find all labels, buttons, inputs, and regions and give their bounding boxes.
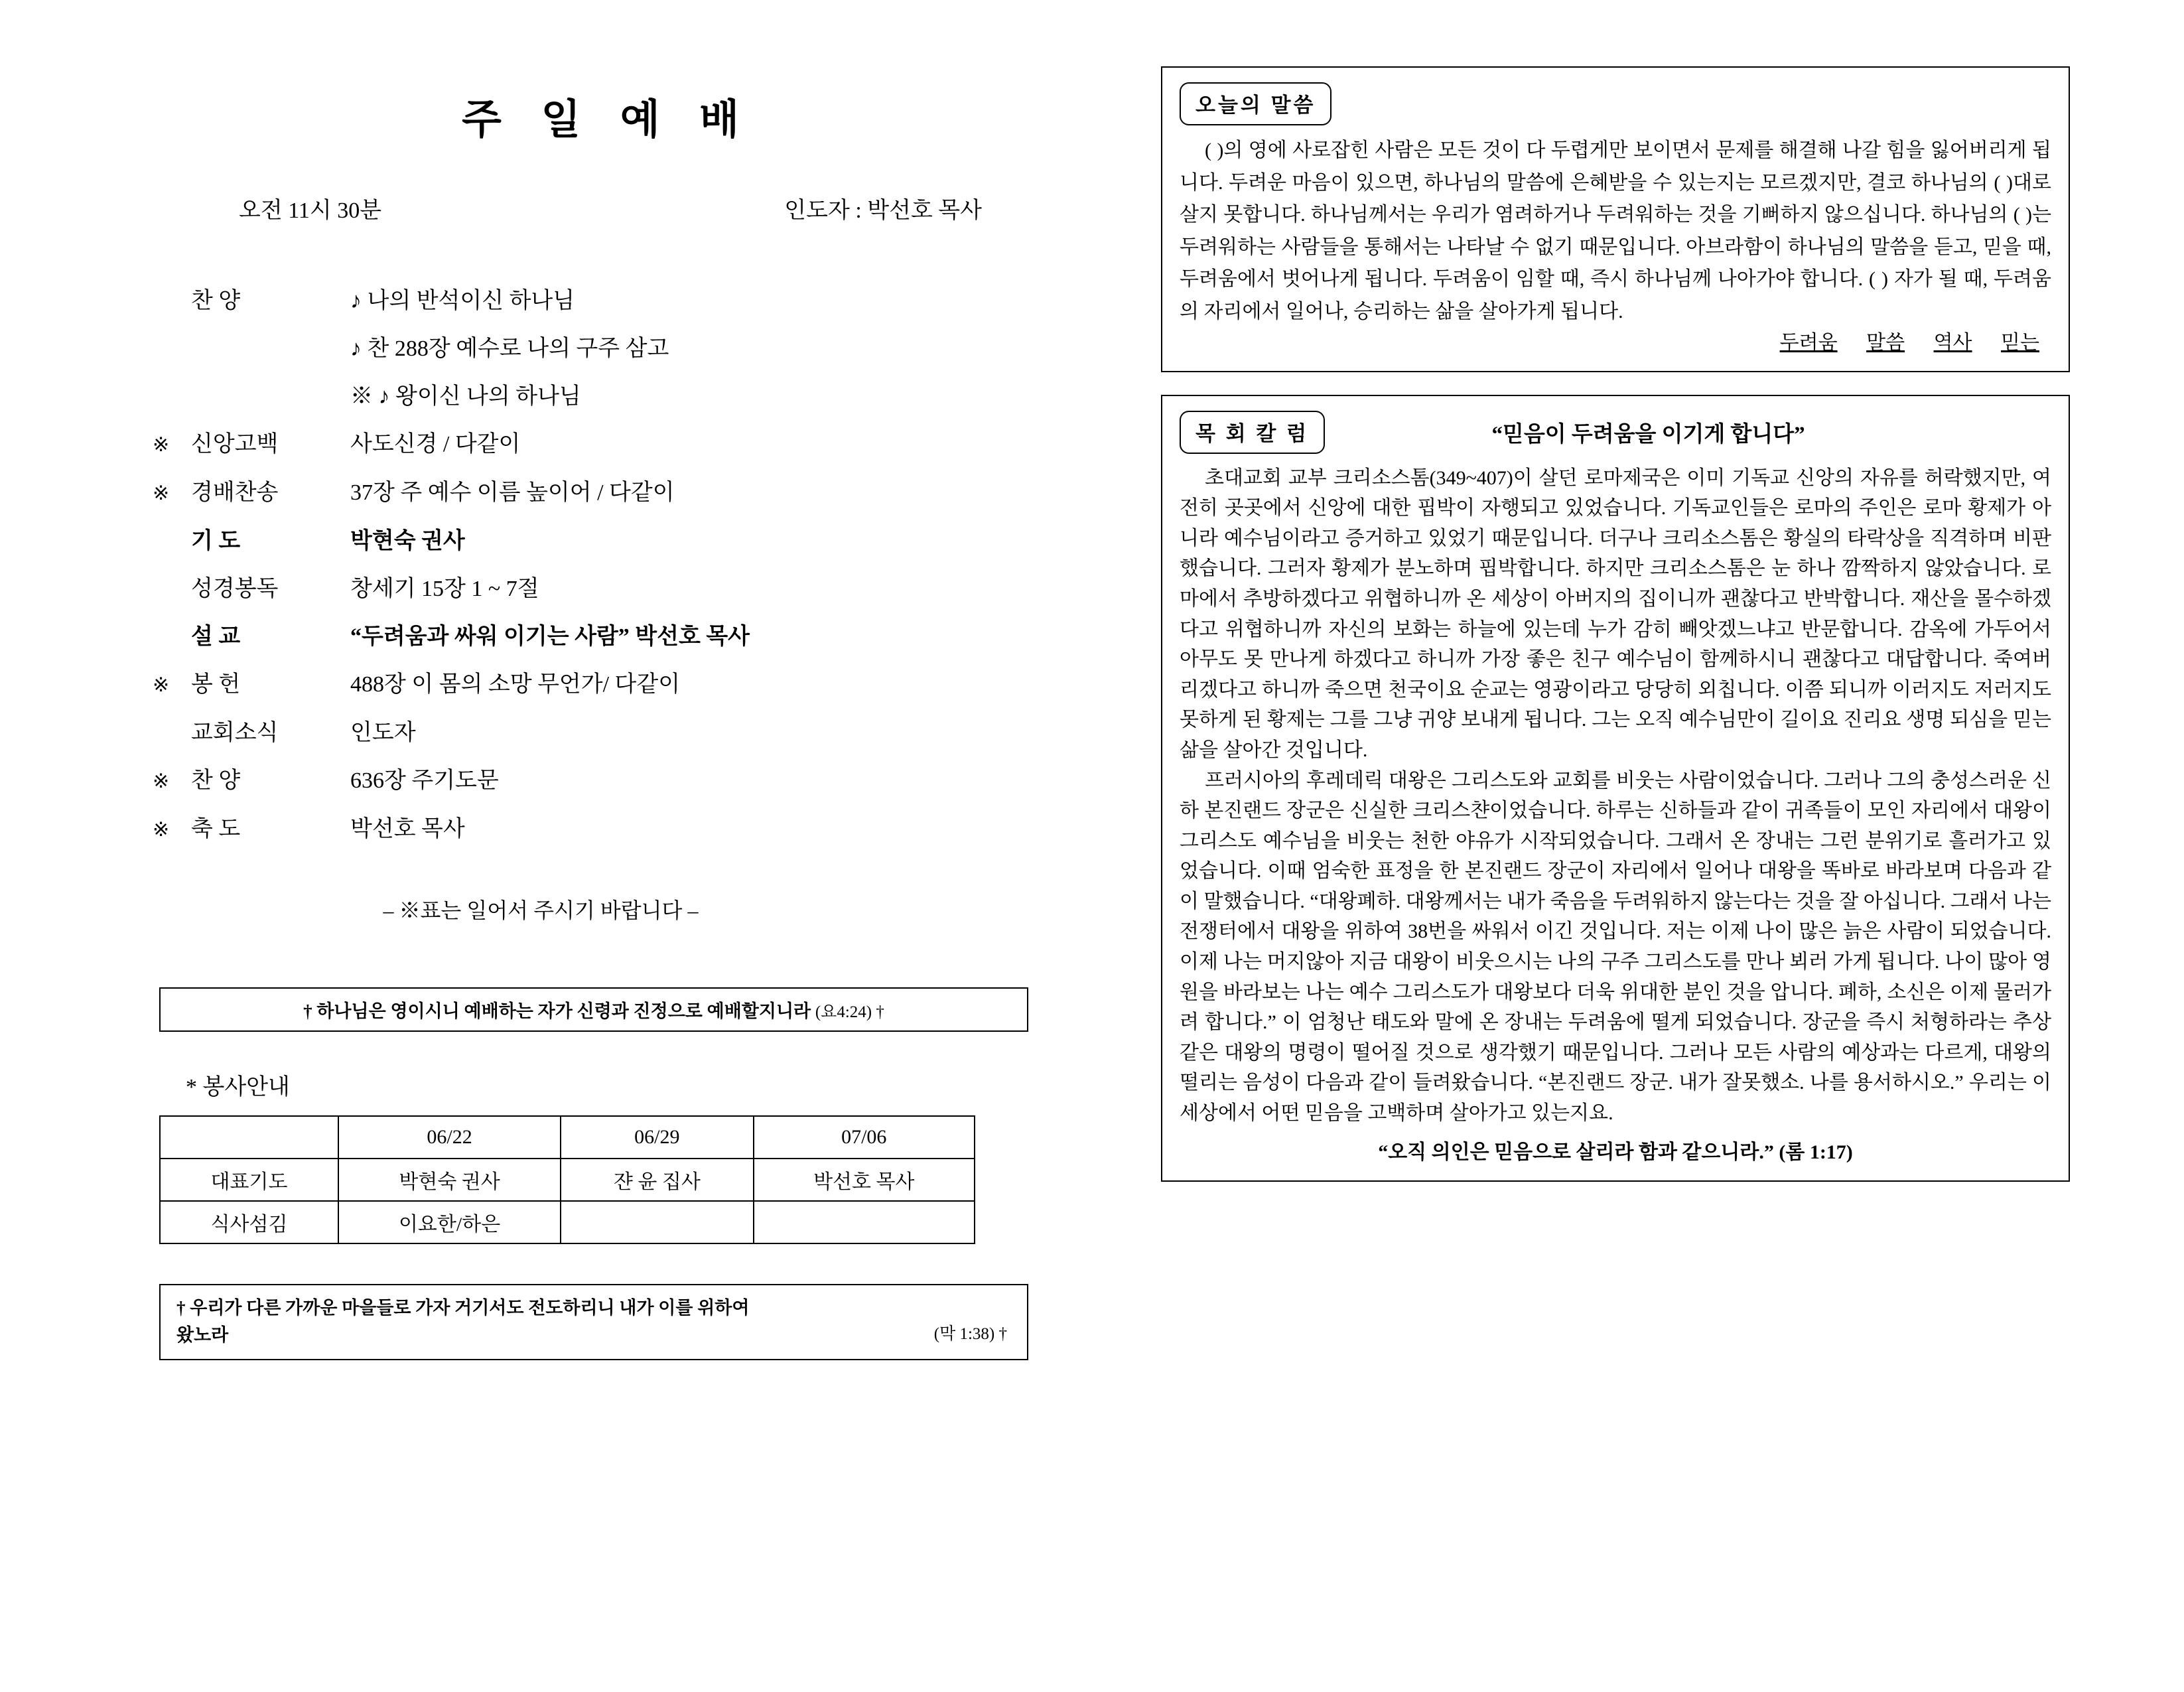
order-item [153,421,1048,469]
order-item [153,613,1048,661]
order-mark: ※ [153,770,170,792]
order-label: 교회소식 [191,721,279,745]
todays-word-heading: 오늘의 말씀 [1180,82,1331,125]
keyword: 말씀 [1866,331,1905,354]
order-label: 축 도 [191,817,241,841]
order-mark: ※ [153,819,170,841]
order-item [153,806,1048,854]
service-leader: 인도자 : 박선호 목사 [784,198,982,223]
order-value: “두려움과 싸워 이기는 사람” 박선호 목사 [350,624,750,649]
table-cell: 쟌 윤 집사 [561,1159,753,1201]
todays-word-panel [1161,66,2070,372]
order-label: 봉 헌 [191,672,241,697]
articles-column [1095,27,2070,1665]
table-cell: 박현숙 권사 [338,1159,561,1201]
order-mark: ※ [153,482,170,504]
order-value: 636장 주기도문 [350,768,499,793]
table-row-header: 대표기도 [160,1159,338,1201]
table-row-header: 식사섬김 [160,1201,338,1243]
table-corner-cell [160,1116,338,1159]
order-mark: ※ [153,674,170,696]
page-title: 주 일 예 배 [461,98,754,143]
pastoral-column-heading: 목 회 칼 럼 [1180,411,1325,454]
keyword: 믿는 [2001,331,2039,354]
table-column-header: 07/06 [754,1116,975,1159]
order-label: 찬 양 [191,289,241,313]
table-row [160,1159,975,1201]
order-label: 설 교 [191,624,241,649]
order-label: 신앙고백 [191,432,279,457]
todays-word-body: ( )의 영에 사로잡힌 사람은 모든 것이 다 두렵게만 보이면서 문제를 해결해 나갈 힘을 잃어버리게 됩니다. 두려운 마음이 있으면, 하나님의 말씀에 은혜받을 수 있는지는 모르겠지만, 결코 하나님의 ( )대로 살지 못합니다. 하나님께서는 우리가 염려하거나 두려워하는 것을 기뻐하지 않으십니다. 하나님의 ( )는 두려워하는 사람들을 통해서는 나타날 수 없기 때문입니다. 아브라함이 하나님의 말씀을 듣고, 믿을 때, 두려움에서 벗어나게 됩니다. 두려움이 임할 때, 즉시 하나님께 나아가야 합니다. ( ) 자가 될 때, 두려움의 자리에서 일어나, 승리하는 삶을 살아가게 됩니다. [1180,139,2051,322]
table-cell [561,1201,753,1243]
worship-order-column [40,27,1095,1665]
table-row [160,1201,975,1243]
table-cell: 박선호 목사 [754,1159,975,1201]
pastoral-column-title: “믿음이 두려움을 이기게 합니다” [1491,422,1805,447]
order-item [153,661,1048,709]
order-item [153,469,1048,518]
order-item [153,709,1048,757]
order-value: ♪ 나의 반석이신 하나님 [350,289,575,313]
standing-note: – ※표는 일어서 주시기 바랍니다 – [383,898,699,922]
order-value: 37장 주 예수 이름 높이어 / 다같이 [350,480,675,505]
order-value: ※ ♪ 왕이신 나의 하나님 [350,384,581,409]
order-item [153,518,1048,565]
order-value: 사도신경 / 다같이 [350,432,521,457]
order-mark: ※ [153,434,170,456]
table-header-row [160,1116,975,1159]
order-value: 인도자 [350,721,416,745]
table-column-header: 06/29 [561,1116,753,1159]
pastoral-column-panel [1161,395,2070,1182]
table-cell [754,1201,975,1243]
todays-word-keywords [1180,326,2051,355]
table-column-header: 06/22 [338,1116,561,1159]
table-cell: 이요한/하은 [338,1201,561,1243]
verse-text-line2: 왔노라 [176,1324,229,1345]
pastoral-paragraph: 프러시아의 후레데릭 대왕은 그리스도와 교회를 비웃는 사람이었습니다. 그러나 그의 충성스러운 신하 본진랜드 장군은 신실한 크리스챤이었습니다. 하루는 신하들과 같이 귀족들이 모인 자리에서 대왕이 그리스도 예수님을 비웃는 천한 야유가 시작되었습니다. 그래서 온 장내는 그런 분위기로 흘러가고 있었습니다. 이때 엄숙한 표정을 한 본진랜드 장군이 자리에서 일어나 대왕을 똑바로 바라보며 다음과 같이 말했습니다. “대왕폐하. 대왕께서는 내가 죽음을 두려워하지 않는다는 것을 잘 아십니다. 그래서 나는 전쟁터에서 대왕을 위하여 38번을 싸워서 이긴 것입니다. 저는 이제 나이 많은 늙은 사람이 되었습니다. 이제 나는 머지않아 지금 대왕이 비웃으시는 나의 구주 그리스도를 만나 뵈러 가게 됩니다. 나이 많아 영원을 바라보는 나는 예수 그리스도가 대왕보다 더욱 위대한 분인 것을 압니다. 폐하, 소신은 이제 물러가려 합니다.” 이 엄청난 태도와 말에 온 장내는 두려움에 떨게 되었습니다. 장군을 즉시 처형하라는 추상같은 대왕의 명령이 떨어질 것으로 생각했기 때문입니다. 그러나 모든 사람의 예상과는 다르게, 대왕의 떨리는 음성이 다음과 같이 들려왔습니다. “본진랜드 장군. 내가 잘못했소. 나를 용서하시오.” 우리는 이 세상에서 어떤 믿음을 고백하며 살아가고 있는지요. [1180,769,2051,1125]
duty-section-title: * 봉사안내 [186,1075,290,1099]
pastoral-paragraph: 초대교회 교부 크리소스톰(349~407)이 살던 로마제국은 이미 기독교 신앙의 자유를 허락했지만, 여전히 곳곳에서 신앙에 대한 핍박이 자행되고 있었습니다. 기독교인들은 로마의 주인은 로마 황제가 아니라 예수님이라고 증거하고 있었기 때문입니다. 더구나 크리소스톰은 황실의 타락상을 직격하며 비판했습니다. 그러자 황제가 분노하며 핍박합니다. 하지만 크리소스톰은 눈 하나 깜짝하지 않았습니다. 로마에서 추방하겠다고 위협하니까 온 세상이 아버지의 집이니까 괜찮다고 반박합니다. 재산을 몰수하겠다고 위협하니까 자신의 보화는 하늘에 있는데 누가 감히 빼앗겠느냐고 반문합니다. 감옥에 가두어서 아무도 못 만나게 하겠다고 하니까 가장 좋은 친구 예수님이 함께하시니 괜찮다고 대답합니다. 죽여버리겠다고 하니까 죽으면 천국이요 순교는 영광이라고 당당히 외칩니다. 이쯤 되니까 이러지도 저러지도 못하게 된 황제는 그를 그냥 귀양 보내게 됩니다. 그는 오직 예수님만이 길이요 진리요 생명 되심을 믿는 삶을 살아간 것입니다. [1180,466,2051,761]
duty-table [159,1115,975,1244]
order-value: 488장 이 몸의 소망 무언가/ 다같이 [350,672,681,697]
keyword: 두려움 [1779,331,1838,354]
order-item [153,757,1048,806]
pastoral-column-header [1180,411,2051,454]
verse-line2-wrap [176,1322,1014,1349]
verse-text: † 하나님은 영이시니 예배하는 자가 신령과 진정으로 예배할지니라 [303,1001,811,1021]
verse-reference: (요4:24) † [815,1003,884,1021]
todays-word-header [1180,82,2051,125]
verse-text-line1: † 우리가 다른 가까운 마을들로 가자 거기서도 전도하리니 내가 이를 위하여 [176,1298,750,1318]
verse-reference: (막 1:38) † [933,1324,1007,1343]
order-value: 박현숙 권사 [350,529,465,553]
order-label: 찬 양 [191,768,241,793]
pastoral-closing-verse: “오직 의인은 믿음으로 살리라 함과 같으니라.” (롬 1:17) [1378,1141,1853,1163]
order-item [153,373,1048,421]
verse-box-bottom [159,1284,1028,1360]
order-item [153,565,1048,613]
order-label: 기 도 [191,529,241,553]
order-value: 박선호 목사 [350,817,465,841]
order-item [153,325,1048,373]
service-time-row [239,192,1022,224]
order-label: 경배찬송 [191,480,279,505]
order-of-worship [153,277,1048,854]
order-value: 창세기 15장 1 ~ 7절 [350,577,539,601]
order-label: 성경봉독 [191,577,279,601]
service-time: 오전 11시 30분 [239,198,382,223]
keyword: 역사 [1933,331,1972,354]
order-value: ♪ 찬 288장 예수로 나의 구주 삼고 [350,336,669,361]
order-item [153,277,1048,325]
verse-box-top [159,987,1028,1032]
